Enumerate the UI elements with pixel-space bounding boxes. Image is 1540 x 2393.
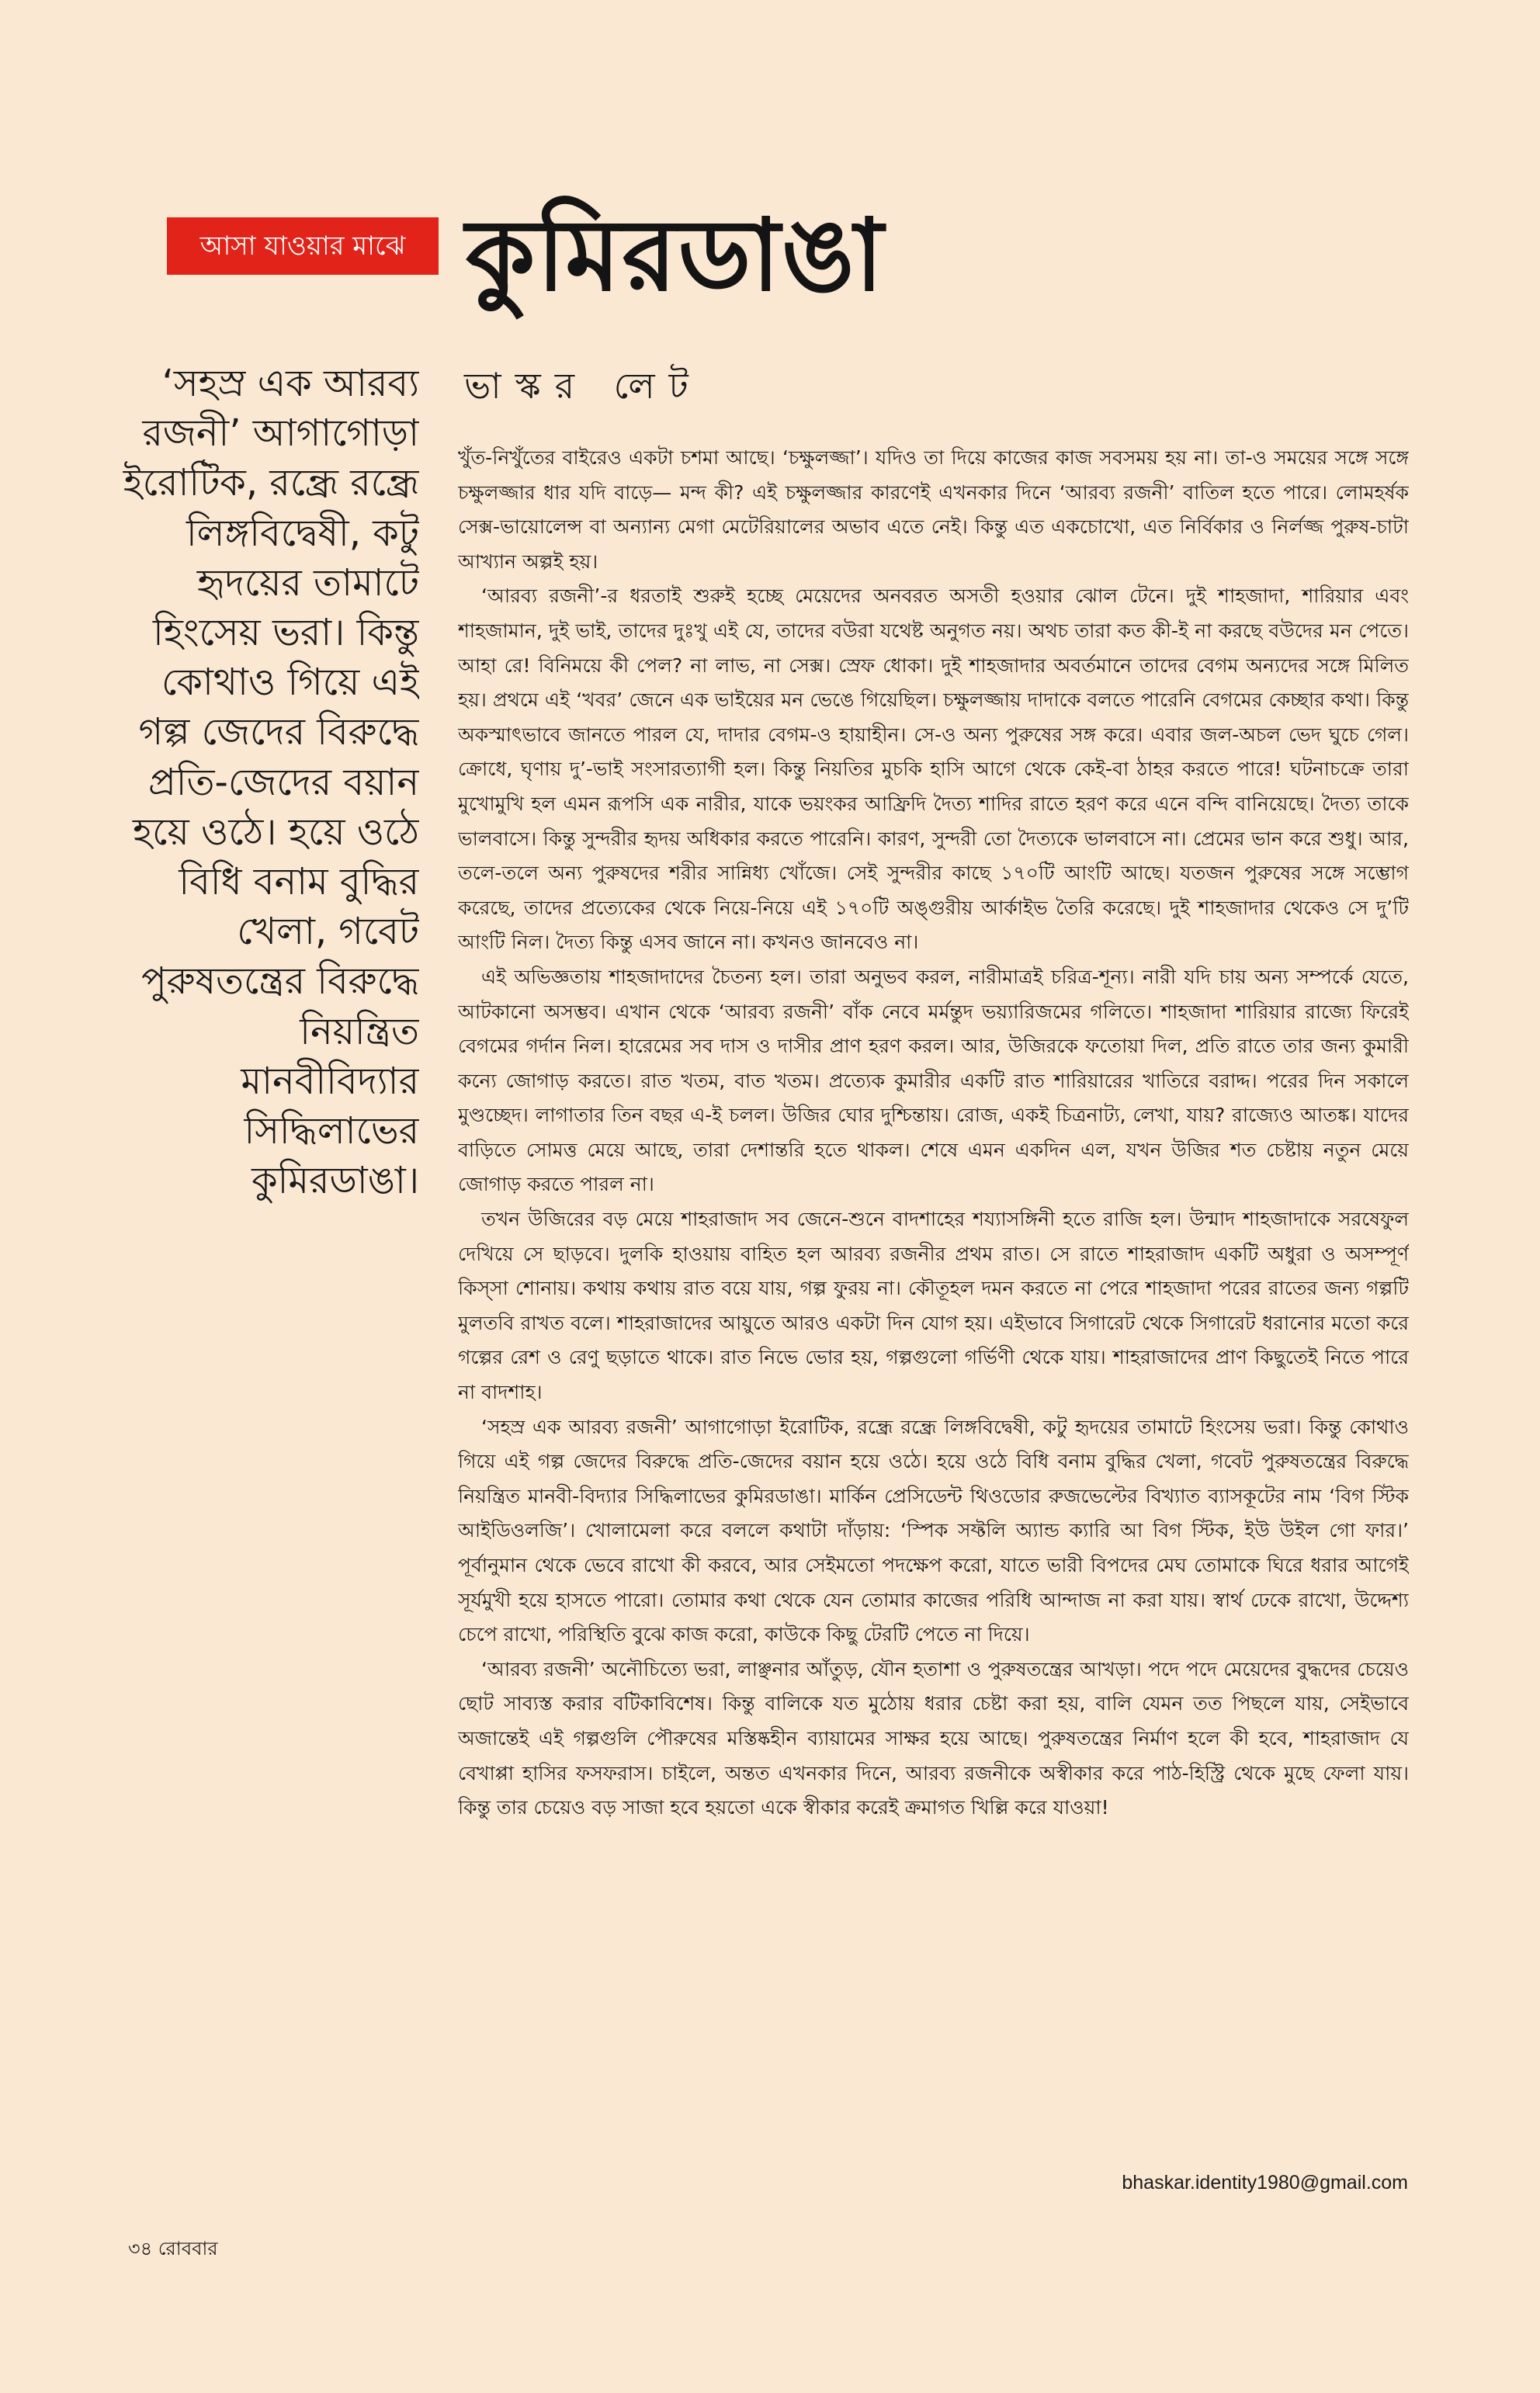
body-paragraph-5: ‘সহস্র এক আরব্য রজনী’ আগাগোড়া ইরোটিক, রন্ধ্রে রন্ধ্রে লিঙ্গবিদ্বেষী, কটু হৃদয়ের তামাটে হিংসেয় ভরা। কিন্তু কোথাও গিয়ে এই গল্প জেদের বিরুদ্ধে প্রতি-জেদের বয়ান হয়ে ওঠে। হয়ে ওঠে বিধি বনাম বুদ্ধির খেলা, গবেট পুরুষতন্ত্রের বিরুদ্ধে নিয়ন্ত্রিত মানবী-বিদ্যার সিদ্ধিলাভের কুমিরডাঙা। মার্কিন প্রেসিডেন্ট থিওডোর রুজভেল্টের বিখ্যাত ব্যাসকূটের নাম ‘বিগ স্টিক আইডিওলজি’। খোলামেলা করে বললে কথাটা দাঁড়ায়: ‘স্পিক সফ্টলি অ্যান্ড ক্যারি আ বিগ স্টিক, ইউ উইল গো ফার।’ পূর্বানুমান থেকে ভেবে রাখো কী করবে, আর সেইমতো পদক্ষেপ করো, যাতে ভারী বিপদের মেঘ তোমাকে ঘিরে ধরার আগেই সূর্যমুখী হয়ে হাসতে পারো। তোমার কথা থেকে যেন তোমার কাজের পরিধি আন্দাজ না করা যায়। স্বার্থ ঢেকে রাখো, উদ্দেশ্য চেপে রাখো, পরিস্থিতি বুঝে কাজ করো, কাউকে কিছু টেরটি পেতে না দিয়ে।	[458, 1415, 1409, 1646]
pull-quote: ‘সহস্র এক আরব্য রজনী’ আগাগোড়া ইরোটিক, রন্ধ্রে রন্ধ্রে লিঙ্গবিদ্বেষী, কটু হৃদয়ের তামাটে হিংসেয় ভরা। কিন্তু কোথাও গিয়ে এই গল্প জেদের বিরুদ্ধে প্রতি-জেদের বয়ান হয়ে ওঠে। হয়ে ওঠে বিধি বনাম বুদ্ধির খেলা, গবেট পুরুষতন্ত্রের বিরুদ্ধে নিয়ন্ত্রিত মানবীবিদ্যার সিদ্ধিলাভের কুমিরডাঙা।	[123, 362, 419, 1203]
author-email: bhaskar.identity1980@gmail.com	[1122, 2172, 1408, 2194]
byline: ভাস্কর লেট	[464, 365, 702, 407]
body-paragraph-1: খুঁত-নিখুঁতের বাইরেও একটা চশমা আছে। ‘চক্ষুলজ্জা’। যদিও তা দিয়ে কাজের কাজ সবসময় হয় না। তা-ও সময়ের সঙ্গে সঙ্গে চক্ষুলজ্জার ধার যদি বাড়ে— মন্দ কী? এই চক্ষুলজ্জার কারণেই এখনকার দিনে ‘আরব্য রজনী’ বাতিল হতে পারে। লোমহর্ষক সেক্স-ভায়োলেন্স বা অন্যান্য মেগা মেটেরিয়ালের অভাব এতে নেই। কিন্তু এত একচোখো, এত নির্বিকার ও নির্লজ্জ পুরুষ-চাটা আখ্যান অল্পই হয়।	[458, 446, 1409, 573]
page-folio: ৩৪ রোববার	[128, 2238, 218, 2259]
headline: কুমিরডাঙা	[466, 198, 885, 314]
body-paragraph-6: ‘আরব্য রজনী’ অনৌচিত্যে ভরা, লাঞ্ছনার আঁতুড়, যৌন হতাশা ও পুরুষতন্ত্রের আখড়া। পদে পদে মেয়েদের বুদ্ধদের চেয়েও ছোট সাব্যস্ত করার বটিকাবিশেষ। কিন্তু বালিকে যত মুঠোয় ধরার চেষ্টা করা হয়, বালি যেমন তত পিছলে যায়, সেইভাবে অজান্তেই এই গল্পগুলি পৌরুষের মস্তিষ্কহীন ব্যায়ামের সাক্ষর হয়ে আছে। পুরুষতন্ত্রের নির্মাণ হলে কী হবে, শাহরাজাদ যে বেখাপ্পা হাসির ফসফরাস। চাইলে, অন্তত এখনকার দিনে, আরব্য রজনীকে অস্বীকার করে পাঠ-হিস্ট্রি থেকে মুছে ফেলা যায়। কিন্তু তার চেয়েও বড় সাজা হবে হয়তো একে স্বীকার করেই ক্রমাগত খিল্লি করে যাওয়া!	[458, 1657, 1409, 1819]
body-paragraph-3: এই অভিজ্ঞতায় শাহজাদাদের চৈতন্য হল। তারা অনুভব করল, নারীমাত্রই চরিত্র-শূন্য। নারী যদি চায় অন্য সম্পর্কে যেতে, আটকানো অসম্ভব। এখান থেকে ‘আরব্য রজনী’ বাঁক নেবে মর্মন্তুদ ভয়্যারিজমের গলিতে। শাহজাদা শারিয়ার রাজ্যে ফিরেই বেগমের গর্দান নিল। হারেমের সব দাস ও দাসীর প্রাণ হরণ করল। আর, উজিরকে ফতোয়া দিল, প্রতি রাতে তার জন্য কুমারী কন্যে জোগাড় করতে। রাত খতম, বাত খতম। প্রত্যেক কুমারীর একটি রাত শারিয়ারের খাতিরে বরাদ্দ। পরের দিন সকালে মুণ্ডচ্ছেদ। লাগাতার তিন বছর এ-ই চলল। উজির ঘোর দুশ্চিন্তায়। রোজ, একই চিত্রনাট্য, লেখা, যায়? রাজ্যেও আতঙ্ক। যাদের বাড়িতে সোমত্ত মেয়ে আছে, তারা দেশান্তরি হতে থাকল। শেষে এমন একদিন এল, যখন উজির শত চেষ্টায় নতুন মেয়ে জোগাড় করতে পারল না।	[458, 965, 1409, 1196]
body-paragraph-2: ‘আরব্য রজনী’-র ধরতাই শুরুই হচ্ছে মেয়েদের অনবরত অসতী হওয়ার ঝোল টেনে। দুই শাহজাদা, শারিয়ার এবং শাহজামান, দুই ভাই, তাদের দুঃখু এই যে, তাদের বউরা যথেষ্ট অনুগত নয়। অথচ তারা কত কী-ই না করছে বউদের মন পেতে। আহা রে! বিনিময়ে কী পেল? না লাভ, না সেক্স। স্রেফ ধোকা। দুই শাহজাদার অবর্তমানে তাদের বেগম অন্যদের সঙ্গে মিলিত হয়। প্রথমে এই ‘খবর’ জেনে এক ভাইয়ের মন ভেঙে গিয়েছিল। চক্ষুলজ্জায় দাদাকে বলতে পারেনি বেগমের কেচ্ছার কথা। কিন্তু অকস্মাৎভাবে জানতে পারল যে, দাদার বেগম-ও হায়াহীন। সে-ও অন্য পুরুষের সঙ্গ করে। এবার জল-অচল ভেদ ঘুচে গেল। ক্রোধে, ঘৃণায় দু’-ভাই সংসারত্যাগী হল। কিন্তু নিয়তির মুচকি হাসি আগে থেকে কেই-বা ঠাহর করতে পারে! ঘটনাচক্রে তারা মুখোমুখি হল এমন রূপসি এক নারীর, যাকে ভয়ংকর আফ্রিদি দৈত্য শাদির রাতে হরণ করে এনে বন্দি বানিয়েছে। দৈত্য তাকে ভালবাসে। কিন্তু সুন্দরীর হৃদয় অধিকার করতে পারেনি। কারণ, সুন্দরী তো দৈত্যকে ভালবাসে না। প্রেমের ভান করে শুধু। আর, তলে-তলে অন্য পুরুষদের শরীর সান্নিধ্য খোঁজে। সেই সুন্দরীর কাছে ১৭০টি আংটি আছে। যতজন পুরুষের সঙ্গে সম্ভোগ করেছে, তাদের প্রত্যেকের থেকে নিয়ে-নিয়ে এই ১৭০টি অঙ্গুরীয় আর্কাইভ তৈরি করেছে। দুই শাহজাদার থেকেও সে দু’টি আংটি নিল। দৈত্য কিন্তু এসব জানে না। কখনও জানবেও না।	[458, 584, 1409, 954]
article-body	[458, 441, 1409, 2133]
body-paragraph-4: তখন উজিরের বড় মেয়ে শাহরাজাদ সব জেনে-শুনে বাদশাহের শয্যাসঙ্গিনী হতে রাজি হল। উন্মাদ শাহজাদাকে সরষেফুল দেখিয়ে সে ছাড়বে। দুলকি হাওয়ায় বাহিত হল আরব্য রজনীর প্রথম রাত। সে রাতে শাহরাজাদ একটি অধুরা ও অসম্পূর্ণ কিস্সা শোনায়। কথায় কথায় রাত বয়ে যায়, গল্প ফুরয় না। কৌতূহল দমন করতে না পেরে শাহজাদা পরের রাতের জন্য গল্পটি মুলতবি রাখত বলে। শাহরাজাদের আয়ুতে আরও একটা দিন যোগ হয়। এইভাবে সিগারেট থেকে সিগারেট ধরানোর মতো করে গল্পের রেশ ও রেণু ছড়াতে থাকে। রাত নিভে ভোর হয়, গল্পগুলো গর্ভিণী থেকে যায়। শাহরাজাদের প্রাণ কিছুতেই নিতে পারে না বাদশাহ।	[458, 1208, 1409, 1404]
column-tag: আসা যাওয়ার মাঝে	[167, 217, 439, 275]
